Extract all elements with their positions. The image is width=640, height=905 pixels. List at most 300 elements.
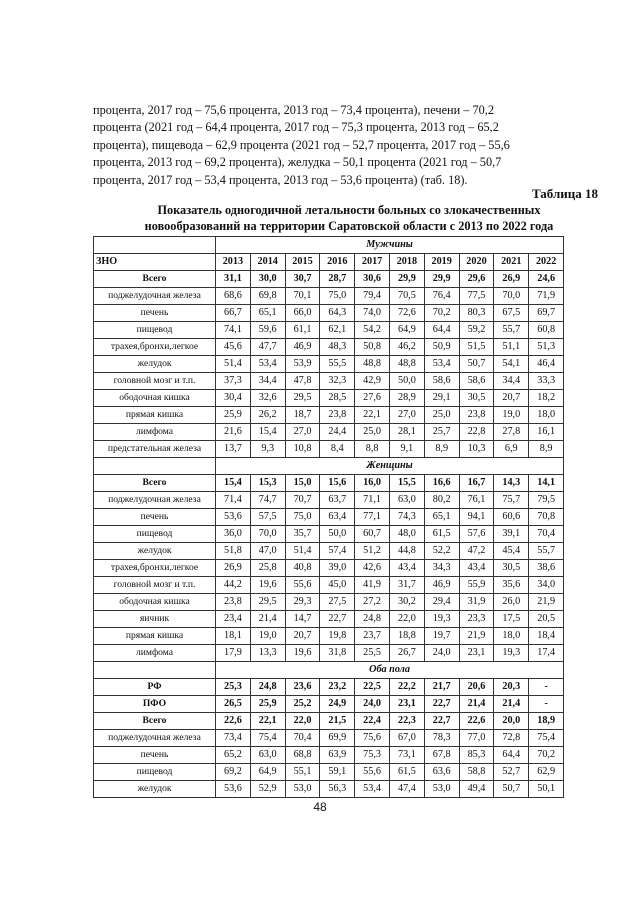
value-cell: 15,4: [250, 424, 285, 441]
value-cell: 67,5: [494, 305, 529, 322]
value-cell: 24,9: [320, 696, 355, 713]
value-cell: 65,2: [216, 747, 251, 764]
value-cell: 29,4: [424, 594, 459, 611]
value-cell: 66,7: [216, 305, 251, 322]
row-name: РФ: [94, 679, 216, 696]
paragraph-line: процента, 2017 год – 75,6 процента, 2013 год – 73,4 процента), печени – 70,2: [93, 103, 495, 117]
value-cell: 76,4: [424, 288, 459, 305]
table-row: [94, 492, 564, 509]
value-cell: 48,0: [389, 526, 424, 543]
value-cell: 48,8: [355, 356, 390, 373]
value-cell: 25,7: [424, 424, 459, 441]
section-header-row: [94, 458, 564, 475]
value-cell: 30,7: [285, 271, 320, 288]
value-cell: 23,1: [459, 645, 494, 662]
value-cell: 23,3: [459, 611, 494, 628]
value-cell: 42,6: [355, 560, 390, 577]
value-cell: 53,4: [355, 781, 390, 798]
value-cell: 22,8: [459, 424, 494, 441]
value-cell: 77,0: [459, 730, 494, 747]
value-cell: 75,4: [250, 730, 285, 747]
value-cell: 61,1: [285, 322, 320, 339]
row-name: Всего: [94, 271, 216, 288]
value-cell: 29,6: [459, 271, 494, 288]
value-cell: 24,6: [529, 271, 564, 288]
value-cell: 52,2: [424, 543, 459, 560]
value-cell: 60,8: [529, 322, 564, 339]
value-cell: 47,0: [250, 543, 285, 560]
paragraph-line: процента), пищевода – 62,9 процента (2021 год – 52,7 процента, 2017 год – 55,6: [93, 137, 510, 152]
value-cell: 51,2: [355, 543, 390, 560]
value-cell: 62,1: [320, 322, 355, 339]
value-cell: 63,4: [320, 509, 355, 526]
value-cell: 46,4: [529, 356, 564, 373]
row-name: предстательная железа: [94, 441, 216, 458]
value-cell: 16,1: [529, 424, 564, 441]
value-cell: 20,3: [494, 679, 529, 696]
row-name: желудок: [94, 781, 216, 798]
table-row: [94, 645, 564, 662]
value-cell: 20,0: [494, 713, 529, 730]
value-cell: 50,0: [389, 373, 424, 390]
value-cell: 36,0: [216, 526, 251, 543]
value-cell: 59,2: [459, 322, 494, 339]
value-cell: 71,9: [529, 288, 564, 305]
value-cell: 69,2: [216, 764, 251, 781]
value-cell: 53,4: [424, 356, 459, 373]
value-cell: 79,4: [355, 288, 390, 305]
value-cell: 21,6: [216, 424, 251, 441]
year-header: 2020: [459, 254, 494, 271]
row-name: прямая кишка: [94, 628, 216, 645]
value-cell: 75,3: [355, 747, 390, 764]
value-cell: 75,4: [529, 730, 564, 747]
value-cell: 15,4: [216, 475, 251, 492]
value-cell: 42,9: [355, 373, 390, 390]
value-cell: 15,5: [389, 475, 424, 492]
value-cell: 70,4: [285, 730, 320, 747]
value-cell: 25,5: [355, 645, 390, 662]
row-name: трахея,бронхи,легкое: [94, 560, 216, 577]
value-cell: 65,1: [424, 509, 459, 526]
table-row: [94, 628, 564, 645]
value-cell: 50,8: [355, 339, 390, 356]
value-cell: 21,4: [459, 696, 494, 713]
value-cell: 20,7: [494, 390, 529, 407]
value-cell: 13,7: [216, 441, 251, 458]
table-row: [94, 305, 564, 322]
value-cell: 74,0: [355, 305, 390, 322]
value-cell: 62,9: [529, 764, 564, 781]
value-cell: 15,0: [285, 475, 320, 492]
value-cell: 80,3: [459, 305, 494, 322]
value-cell: 53,0: [424, 781, 459, 798]
value-cell: 63,9: [320, 747, 355, 764]
value-cell: 80,2: [424, 492, 459, 509]
value-cell: 34,4: [494, 373, 529, 390]
value-cell: 69,9: [320, 730, 355, 747]
value-cell: 20,7: [285, 628, 320, 645]
value-cell: 22,1: [355, 407, 390, 424]
value-cell: 58,6: [459, 373, 494, 390]
row-name: поджелудочная железа: [94, 730, 216, 747]
row-name: пищевод: [94, 764, 216, 781]
value-cell: 26,2: [250, 407, 285, 424]
value-cell: 63,0: [389, 492, 424, 509]
value-cell: 55,9: [459, 577, 494, 594]
value-cell: 39,0: [320, 560, 355, 577]
value-cell: 14,1: [529, 475, 564, 492]
table-row: [94, 543, 564, 560]
value-cell: 26,9: [216, 560, 251, 577]
value-cell: 70,2: [529, 747, 564, 764]
value-cell: 8,9: [424, 441, 459, 458]
value-cell: 51,4: [216, 356, 251, 373]
value-cell: 30,0: [250, 271, 285, 288]
value-cell: 52,7: [494, 764, 529, 781]
value-cell: 30,2: [389, 594, 424, 611]
value-cell: 31,1: [216, 271, 251, 288]
value-cell: 55,5: [320, 356, 355, 373]
value-cell: 47,2: [459, 543, 494, 560]
value-cell: 17,9: [216, 645, 251, 662]
value-cell: 63,6: [424, 764, 459, 781]
value-cell: 61,5: [424, 526, 459, 543]
value-cell: 25,0: [355, 424, 390, 441]
value-cell: 19,0: [250, 628, 285, 645]
value-cell: 18,0: [494, 628, 529, 645]
table-row: [94, 441, 564, 458]
value-cell: 29,3: [285, 594, 320, 611]
value-cell: 55,7: [529, 543, 564, 560]
row-name: ободочная кишка: [94, 594, 216, 611]
value-cell: 21,9: [459, 628, 494, 645]
value-cell: 21,9: [529, 594, 564, 611]
value-cell: 32,6: [250, 390, 285, 407]
value-cell: 29,5: [285, 390, 320, 407]
value-cell: 55,6: [285, 577, 320, 594]
value-cell: 27,6: [355, 390, 390, 407]
value-cell: 73,4: [216, 730, 251, 747]
value-cell: 50,7: [459, 356, 494, 373]
value-cell: 46,9: [285, 339, 320, 356]
mortality-table: [93, 236, 564, 798]
value-cell: 20,6: [459, 679, 494, 696]
value-cell: 24,0: [355, 696, 390, 713]
value-cell: 10,8: [285, 441, 320, 458]
value-cell: 23,1: [389, 696, 424, 713]
value-cell: 35,7: [285, 526, 320, 543]
value-cell: 21,5: [320, 713, 355, 730]
value-cell: 34,3: [424, 560, 459, 577]
row-name: пищевод: [94, 322, 216, 339]
value-cell: 19,6: [285, 645, 320, 662]
row-name: Всего: [94, 713, 216, 730]
row-name: лимфома: [94, 424, 216, 441]
section-header-row: [94, 662, 564, 679]
value-cell: 29,9: [424, 271, 459, 288]
value-cell: 70,7: [285, 492, 320, 509]
value-cell: 22,7: [320, 611, 355, 628]
value-cell: 44,8: [389, 543, 424, 560]
value-cell: 67,0: [389, 730, 424, 747]
table-row: [94, 475, 564, 492]
value-cell: 56,3: [320, 781, 355, 798]
value-cell: 24,8: [250, 679, 285, 696]
value-cell: 47,4: [389, 781, 424, 798]
value-cell: 41,9: [355, 577, 390, 594]
value-cell: 51,5: [459, 339, 494, 356]
value-cell: 69,8: [250, 288, 285, 305]
value-cell: 22,1: [250, 713, 285, 730]
value-cell: 22,5: [355, 679, 390, 696]
value-cell: 70,5: [389, 288, 424, 305]
value-cell: 70,4: [529, 526, 564, 543]
value-cell: 23,8: [216, 594, 251, 611]
value-cell: 70,2: [424, 305, 459, 322]
value-cell: 57,5: [250, 509, 285, 526]
value-cell: 26,5: [216, 696, 251, 713]
table-row: [94, 747, 564, 764]
value-cell: 9,3: [250, 441, 285, 458]
table-row: [94, 679, 564, 696]
value-cell: 25,8: [250, 560, 285, 577]
value-cell: 45,6: [216, 339, 251, 356]
value-cell: 74,7: [250, 492, 285, 509]
year-header-row: [94, 254, 564, 271]
table-row: [94, 594, 564, 611]
value-cell: 30,4: [216, 390, 251, 407]
value-cell: 19,8: [320, 628, 355, 645]
value-cell: 64,3: [320, 305, 355, 322]
value-cell: 18,2: [529, 390, 564, 407]
value-cell: 64,9: [389, 322, 424, 339]
value-cell: 53,6: [216, 781, 251, 798]
value-cell: 75,6: [355, 730, 390, 747]
row-name: лимфома: [94, 645, 216, 662]
row-name: яичник: [94, 611, 216, 628]
value-cell: 16,7: [459, 475, 494, 492]
value-cell: 26,9: [494, 271, 529, 288]
table-row: [94, 509, 564, 526]
value-cell: 27,5: [320, 594, 355, 611]
value-cell: 25,9: [216, 407, 251, 424]
value-cell: 24,8: [355, 611, 390, 628]
value-cell: 70,0: [250, 526, 285, 543]
value-cell: 35,6: [494, 577, 529, 594]
value-cell: 8,4: [320, 441, 355, 458]
table-title-line: новообразований на территории Саратовской области с 2013 по 2022 года: [144, 218, 554, 233]
value-cell: 77,1: [355, 509, 390, 526]
value-cell: 50,1: [529, 781, 564, 798]
value-cell: 30,6: [355, 271, 390, 288]
value-cell: 63,7: [320, 492, 355, 509]
value-cell: 19,3: [494, 645, 529, 662]
value-cell: 47,7: [250, 339, 285, 356]
value-cell: 47,8: [285, 373, 320, 390]
table-row: [94, 713, 564, 730]
value-cell: 21,4: [250, 611, 285, 628]
value-cell: 70,1: [285, 288, 320, 305]
value-cell: 34,0: [529, 577, 564, 594]
table-row: [94, 611, 564, 628]
value-cell: 51,8: [216, 543, 251, 560]
value-cell: 75,0: [285, 509, 320, 526]
table-title: [93, 203, 605, 234]
value-cell: 22,7: [424, 696, 459, 713]
value-cell: 26,0: [494, 594, 529, 611]
value-cell: 33,3: [529, 373, 564, 390]
value-cell: 51,3: [529, 339, 564, 356]
value-cell: 71,1: [355, 492, 390, 509]
value-cell: 55,7: [494, 322, 529, 339]
value-cell: 22,0: [285, 713, 320, 730]
value-cell: 58,8: [459, 764, 494, 781]
value-cell: 58,6: [424, 373, 459, 390]
value-cell: 73,1: [389, 747, 424, 764]
value-cell: 45,4: [494, 543, 529, 560]
value-cell: 18,1: [216, 628, 251, 645]
value-cell: 31,9: [459, 594, 494, 611]
value-cell: -: [529, 696, 564, 713]
value-cell: 43,4: [459, 560, 494, 577]
value-cell: 28,5: [320, 390, 355, 407]
value-cell: 31,7: [389, 577, 424, 594]
section-header-row: [94, 237, 564, 254]
value-cell: 15,6: [320, 475, 355, 492]
value-cell: 66,0: [285, 305, 320, 322]
value-cell: 8,8: [355, 441, 390, 458]
value-cell: 59,1: [320, 764, 355, 781]
value-cell: 23,8: [459, 407, 494, 424]
empty-cell: [94, 662, 216, 679]
value-cell: 18,7: [285, 407, 320, 424]
value-cell: 46,2: [389, 339, 424, 356]
value-cell: 77,5: [459, 288, 494, 305]
value-cell: 48,8: [389, 356, 424, 373]
value-cell: 29,9: [389, 271, 424, 288]
paragraph-line: процента (2021 год – 64,4 процента, 2017 год – 75,3 процента, 2013 год – 65,2: [93, 120, 499, 135]
value-cell: 64,9: [250, 764, 285, 781]
value-cell: 31,8: [320, 645, 355, 662]
value-cell: 20,5: [529, 611, 564, 628]
value-cell: 22,6: [216, 713, 251, 730]
value-cell: 54,2: [355, 322, 390, 339]
year-header: 2014: [250, 254, 285, 271]
value-cell: 26,7: [389, 645, 424, 662]
value-cell: 45,0: [320, 577, 355, 594]
row-name: поджелудочная железа: [94, 492, 216, 509]
table-row: [94, 764, 564, 781]
value-cell: 67,8: [424, 747, 459, 764]
paragraph-line: процента, 2013 год – 69,2 процента), желудка – 50,1 процента (2021 год – 50,7: [93, 155, 502, 170]
value-cell: 28,7: [320, 271, 355, 288]
value-cell: 72,6: [389, 305, 424, 322]
value-cell: 57,6: [459, 526, 494, 543]
value-cell: 79,5: [529, 492, 564, 509]
table-row: [94, 781, 564, 798]
empty-cell: [94, 237, 216, 254]
value-cell: 8,9: [529, 441, 564, 458]
value-cell: 52,9: [250, 781, 285, 798]
value-cell: 53,4: [250, 356, 285, 373]
year-header: 2019: [424, 254, 459, 271]
value-cell: 19,7: [424, 628, 459, 645]
value-cell: 19,0: [494, 407, 529, 424]
value-cell: 70,8: [529, 509, 564, 526]
value-cell: 60,6: [494, 509, 529, 526]
value-cell: 24,0: [424, 645, 459, 662]
value-cell: 51,4: [285, 543, 320, 560]
value-cell: 30,5: [459, 390, 494, 407]
section-title: Оба пола: [216, 662, 564, 679]
value-cell: 54,1: [494, 356, 529, 373]
year-header: 2018: [389, 254, 424, 271]
value-cell: 9,1: [389, 441, 424, 458]
value-cell: 25,9: [250, 696, 285, 713]
value-cell: 17,5: [494, 611, 529, 628]
value-cell: 65,1: [250, 305, 285, 322]
value-cell: 61,5: [389, 764, 424, 781]
table-row: [94, 407, 564, 424]
value-cell: 6,9: [494, 441, 529, 458]
value-cell: 21,4: [494, 696, 529, 713]
year-header: 2016: [320, 254, 355, 271]
year-header: 2013: [216, 254, 251, 271]
value-cell: 29,1: [424, 390, 459, 407]
value-cell: 27,2: [355, 594, 390, 611]
value-cell: 14,7: [285, 611, 320, 628]
value-cell: 23,7: [355, 628, 390, 645]
row-name: печень: [94, 509, 216, 526]
value-cell: 29,5: [250, 594, 285, 611]
value-cell: 21,7: [424, 679, 459, 696]
row-name: пищевод: [94, 526, 216, 543]
value-cell: 32,3: [320, 373, 355, 390]
value-cell: 14,3: [494, 475, 529, 492]
value-cell: 55,1: [285, 764, 320, 781]
value-cell: 64,4: [424, 322, 459, 339]
value-cell: 75,0: [320, 288, 355, 305]
value-cell: 16,6: [424, 475, 459, 492]
table-row: [94, 730, 564, 747]
value-cell: 50,7: [494, 781, 529, 798]
row-name: ободочная кишка: [94, 390, 216, 407]
year-header: 2017: [355, 254, 390, 271]
value-cell: 50,0: [320, 526, 355, 543]
value-cell: 17,4: [529, 645, 564, 662]
value-cell: 15,3: [250, 475, 285, 492]
value-cell: 22,3: [389, 713, 424, 730]
year-header: 2021: [494, 254, 529, 271]
row-name: Всего: [94, 475, 216, 492]
value-cell: 46,9: [424, 577, 459, 594]
value-cell: 23,2: [320, 679, 355, 696]
row-name: желудок: [94, 543, 216, 560]
value-cell: 76,1: [459, 492, 494, 509]
value-cell: 85,3: [459, 747, 494, 764]
value-cell: 44,2: [216, 577, 251, 594]
value-cell: 53,6: [216, 509, 251, 526]
table-row: [94, 526, 564, 543]
value-cell: 43,4: [389, 560, 424, 577]
value-cell: 38,6: [529, 560, 564, 577]
value-cell: 64,4: [494, 747, 529, 764]
row-name: желудок: [94, 356, 216, 373]
year-header: 2022: [529, 254, 564, 271]
table-row: [94, 339, 564, 356]
row-name: прямая кишка: [94, 407, 216, 424]
